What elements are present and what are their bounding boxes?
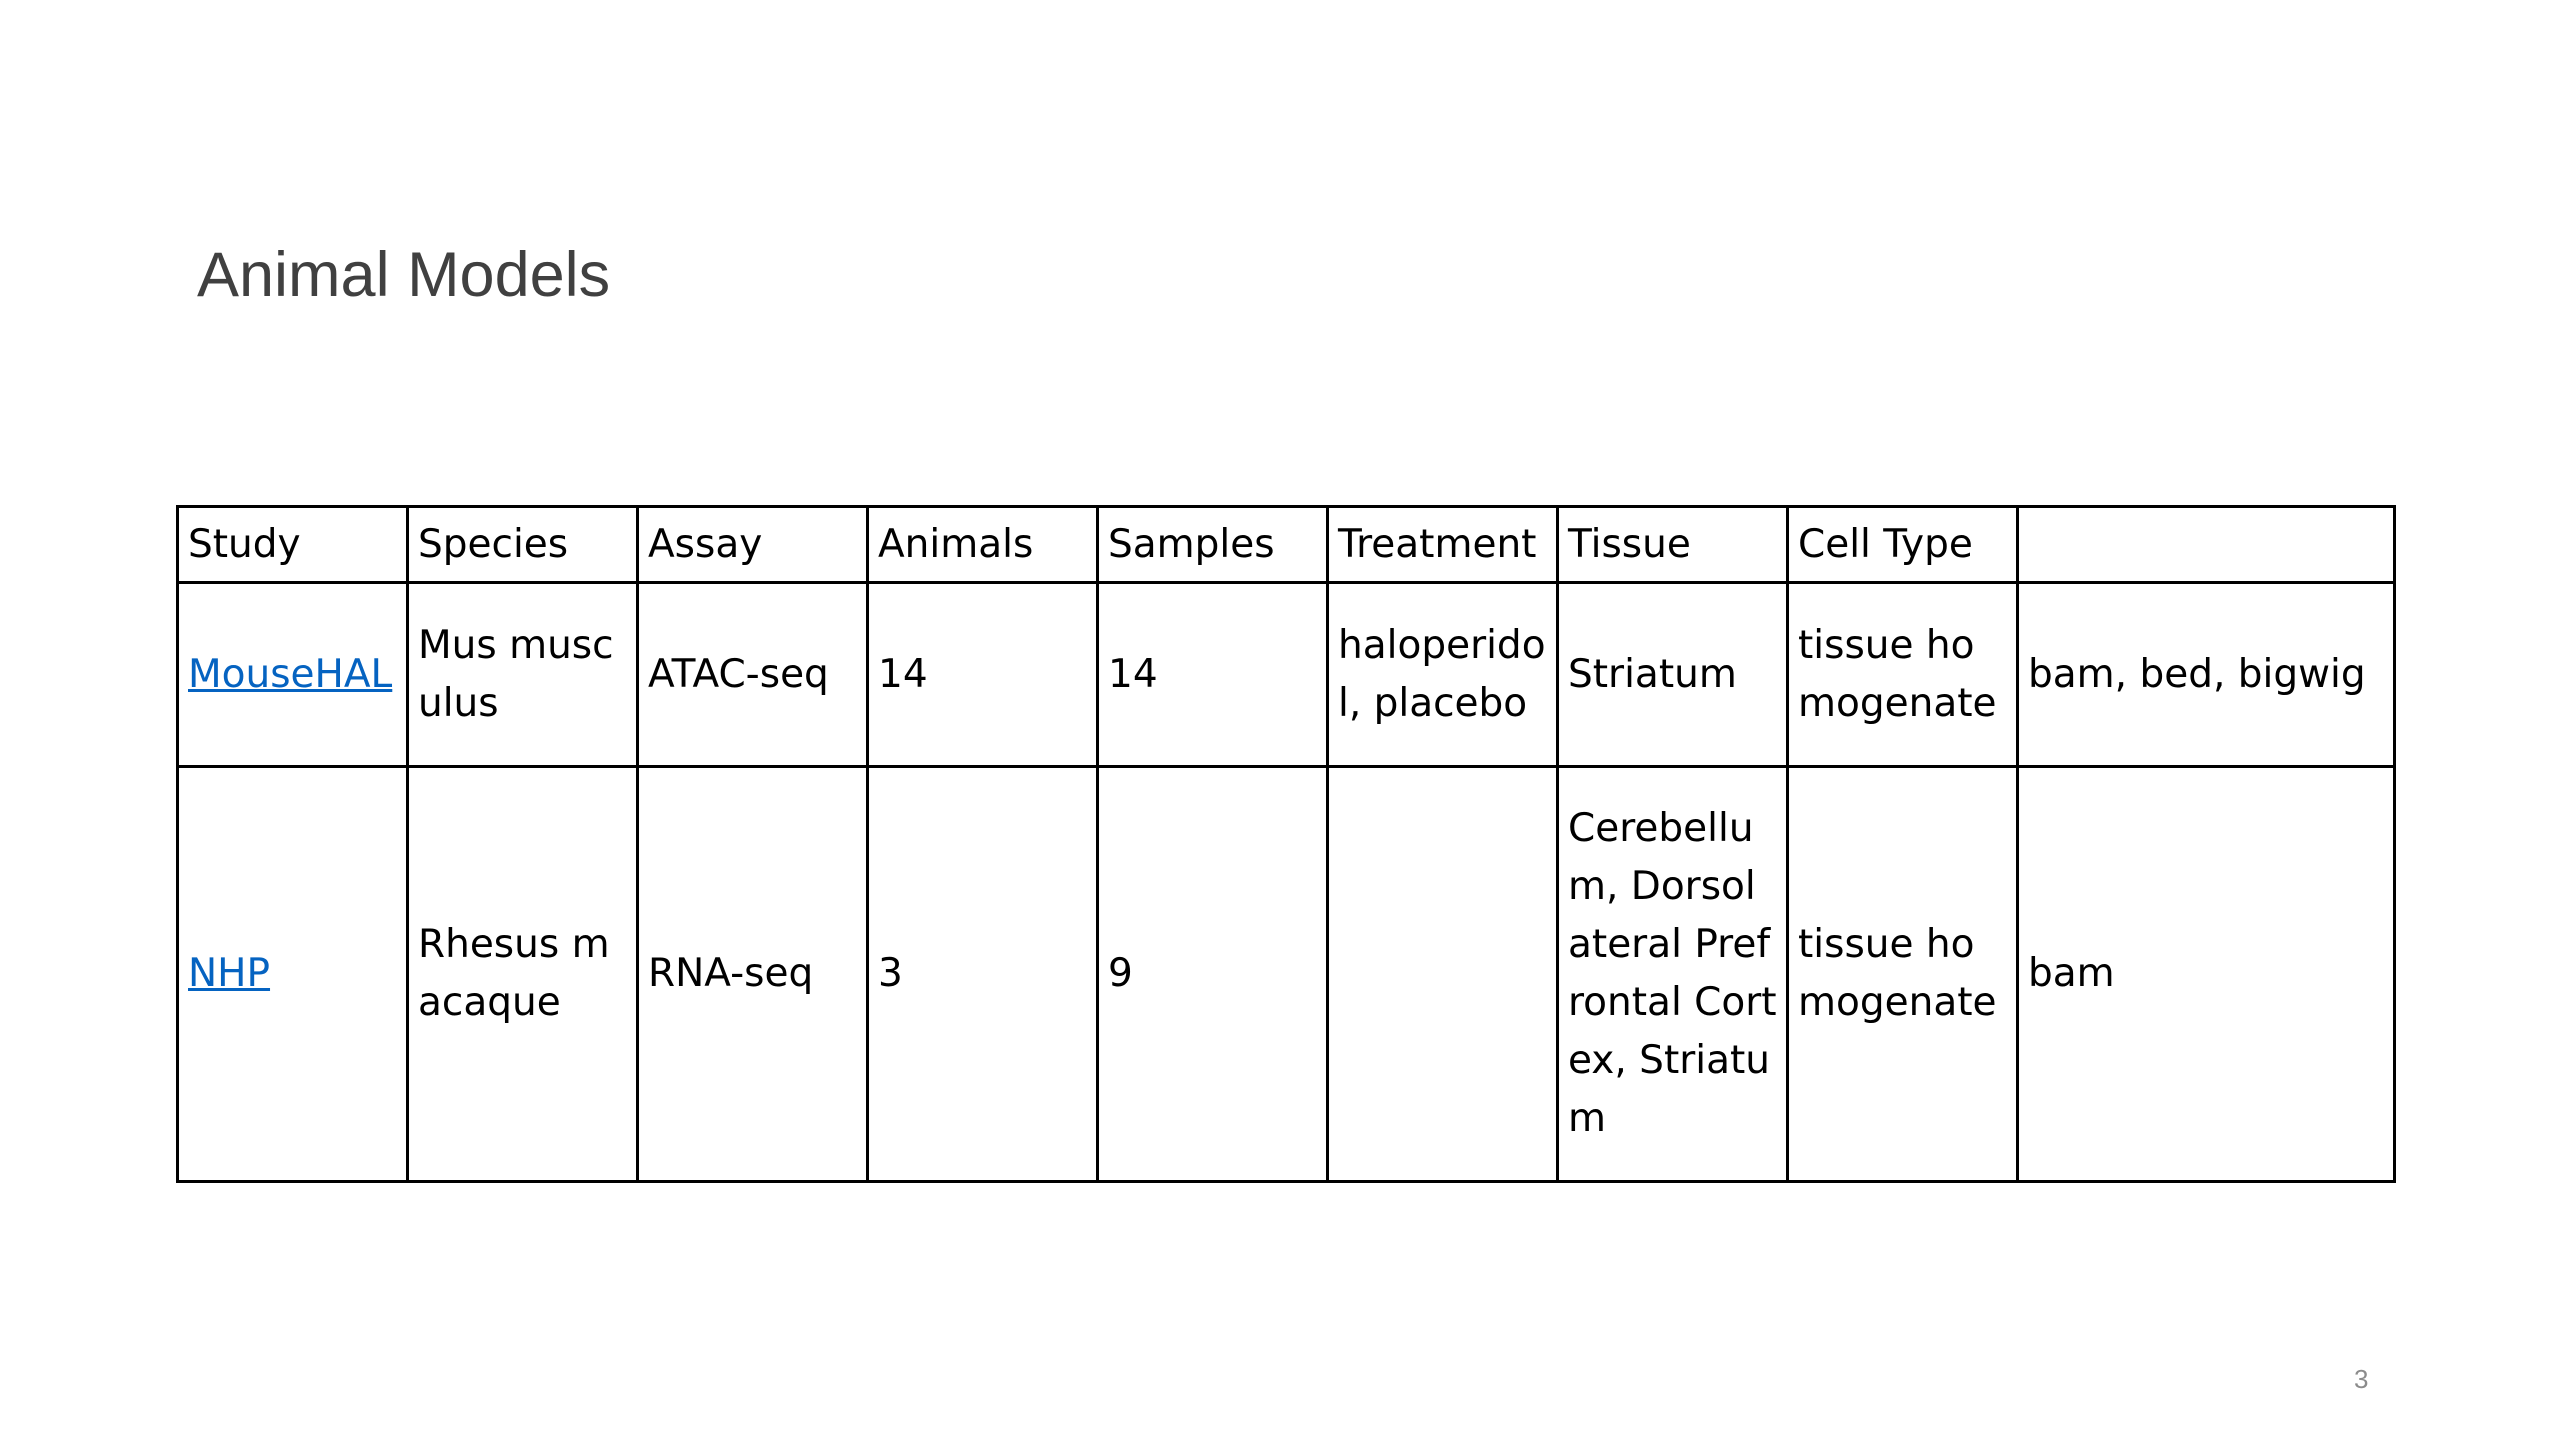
cell-tissue: Striatum	[1558, 583, 1788, 767]
cell-files: bam, bed, bigwig	[2018, 583, 2395, 767]
cell-cell-type: tissue homogenate	[1788, 767, 2018, 1182]
cell-animals: 14	[868, 583, 1098, 767]
cell-samples: 14	[1098, 583, 1328, 767]
header-tissue: Tissue	[1558, 507, 1788, 583]
header-samples: Samples	[1098, 507, 1328, 583]
cell-treatment: haloperidol, placebo	[1328, 583, 1558, 767]
header-cell-type: Cell Type	[1788, 507, 2018, 583]
animal-models-table	[176, 505, 2396, 1183]
study-link-mousehal[interactable]: MouseHAL	[188, 651, 393, 697]
slide-title: Animal Models	[197, 240, 611, 310]
header-files	[2018, 507, 2395, 583]
header-treatment: Treatment	[1328, 507, 1558, 583]
table-header-row	[178, 507, 2395, 583]
table-row	[178, 767, 2395, 1182]
cell-assay: RNA-seq	[638, 767, 868, 1182]
cell-treatment	[1328, 767, 1558, 1182]
cell-species: Rhesus macaque	[408, 767, 638, 1182]
header-study: Study	[178, 507, 408, 583]
table-row	[178, 583, 2395, 767]
study-link-nhp[interactable]: NHP	[188, 951, 271, 996]
cell-study	[178, 767, 408, 1182]
cell-assay: ATAC-seq	[638, 583, 868, 767]
header-assay: Assay	[638, 507, 868, 583]
cell-samples: 9	[1098, 767, 1328, 1182]
cell-study	[178, 583, 408, 767]
page-number: 3	[2354, 1364, 2369, 1394]
cell-animals: 3	[868, 767, 1098, 1182]
cell-cell-type: tissue homogenate	[1788, 583, 2018, 767]
cell-species: Mus musculus	[408, 583, 638, 767]
header-animals: Animals	[868, 507, 1098, 583]
cell-files: bam	[2018, 767, 2395, 1182]
header-species: Species	[408, 507, 638, 583]
cell-tissue: Cerebellum, Dorsolateral Prefrontal Cortex, Striatum	[1558, 767, 1788, 1182]
